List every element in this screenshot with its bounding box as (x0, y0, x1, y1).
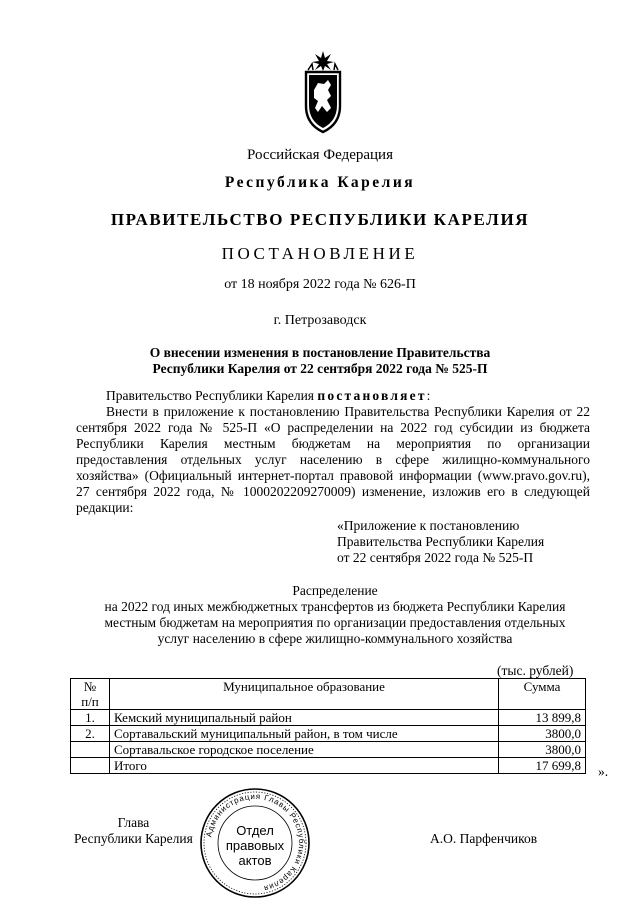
stamp-line-1: Отдел (236, 823, 274, 838)
preamble-verb: постановляет (317, 388, 427, 403)
row-sum: 17 699,8 (499, 758, 586, 774)
header-municipality: Муниципальное образование (110, 679, 499, 710)
closing-quote: ». (598, 764, 609, 779)
stamp-ring-text: Администрация Главы Республики Карелия (204, 791, 307, 894)
coat-of-arms-icon (298, 46, 348, 136)
decree-preamble (76, 388, 590, 404)
subject-line-2: Республики Карелия от 22 сентября 2022 года № 525-П (152, 361, 488, 376)
appendix-line-3: от 22 сентября 2022 года № 525-П (337, 550, 534, 565)
decree-city: г. Петрозаводск (273, 313, 367, 328)
government-title: ПРАВИТЕЛЬСТВО РЕСПУБЛИКИ КАРЕЛИЯ (110, 210, 530, 229)
row-number (71, 742, 110, 758)
distribution-table (70, 678, 586, 774)
distribution-line-2: местным бюджетам на мероприятия по организации предоставления отдельных (104, 615, 566, 630)
signatory-title-line-2: Республики Карелия (74, 831, 193, 846)
distribution-line-3: услуг населению в сфере жилищно-коммунального хозяйства (157, 631, 513, 646)
stamp-line-3: актов (238, 853, 272, 868)
header-sum: Сумма (499, 679, 586, 710)
appendix-line-2: Правительства Республики Карелия (337, 534, 545, 549)
preamble-text: Правительство Республики Карелия (106, 388, 318, 403)
header-number-abbrev: п/п (81, 694, 99, 709)
signatory-title (74, 815, 193, 847)
row-municipality: Сортавальское городское поселение (110, 742, 499, 758)
country-name: Российская Федерация (247, 147, 393, 163)
row-municipality: Итого (110, 758, 499, 774)
department-stamp (199, 787, 311, 899)
row-sum: 3800,0 (499, 742, 586, 758)
table-row (71, 742, 586, 758)
republic-name: Республика Карелия (224, 174, 416, 191)
table-row (71, 726, 586, 742)
distribution-line-1: на 2022 год иных межбюджетных трансфертов из бюджета Республики Карелия (104, 599, 566, 614)
row-municipality: Кемский муниципальный район (110, 710, 499, 726)
table-header-row (71, 679, 586, 710)
distribution-title: Распределение (292, 583, 378, 598)
row-number: 2. (71, 726, 110, 742)
header-number-sign: № (83, 679, 97, 694)
row-number (71, 758, 110, 774)
row-municipality: Сортавальский муниципальный район, в том числе (110, 726, 499, 742)
preamble-colon: : (426, 388, 431, 403)
distribution-heading (70, 583, 600, 647)
signatory-title-line-1: Глава (117, 815, 150, 830)
appendix-reference (337, 518, 597, 566)
stamp-line-2: правовых (225, 838, 285, 853)
row-sum: 13 899,8 (499, 710, 586, 726)
table-units: (тыс. рублей) (497, 663, 574, 678)
table-total-row (71, 758, 586, 774)
appendix-line-1: «Приложение к постановлению (337, 518, 520, 533)
decree-body-paragraph: Внести в приложение к постановлению Правительства Республики Карелия от 22 сентября 2022 года № 525-П «О распределении на 2022 год субсидии из бюджета Республики Карелия местным бюджетам на мероприятия по организации предоставления отдельных услуг населению в сфере жилищно-коммунального хозяйства» (Официальный интернет-портал правовой информации (www.pravo.gov.ru), 27 сентября 2022 года, № 1000202209270009) изменение, изложив его в следующей редакции: (76, 404, 590, 515)
decree-subject (0, 345, 640, 377)
header-number (71, 679, 110, 710)
decree-date-number: от 18 ноября 2022 года № 626-П (224, 277, 416, 292)
row-number: 1. (71, 710, 110, 726)
table-row (71, 710, 586, 726)
signatory-name: А.О. Парфенчиков (430, 831, 538, 846)
document-type: ПОСТАНОВЛЕНИЕ (221, 244, 419, 263)
subject-line-1: О внесении изменения в постановление Правительства (149, 345, 491, 360)
row-sum: 3800,0 (499, 726, 586, 742)
